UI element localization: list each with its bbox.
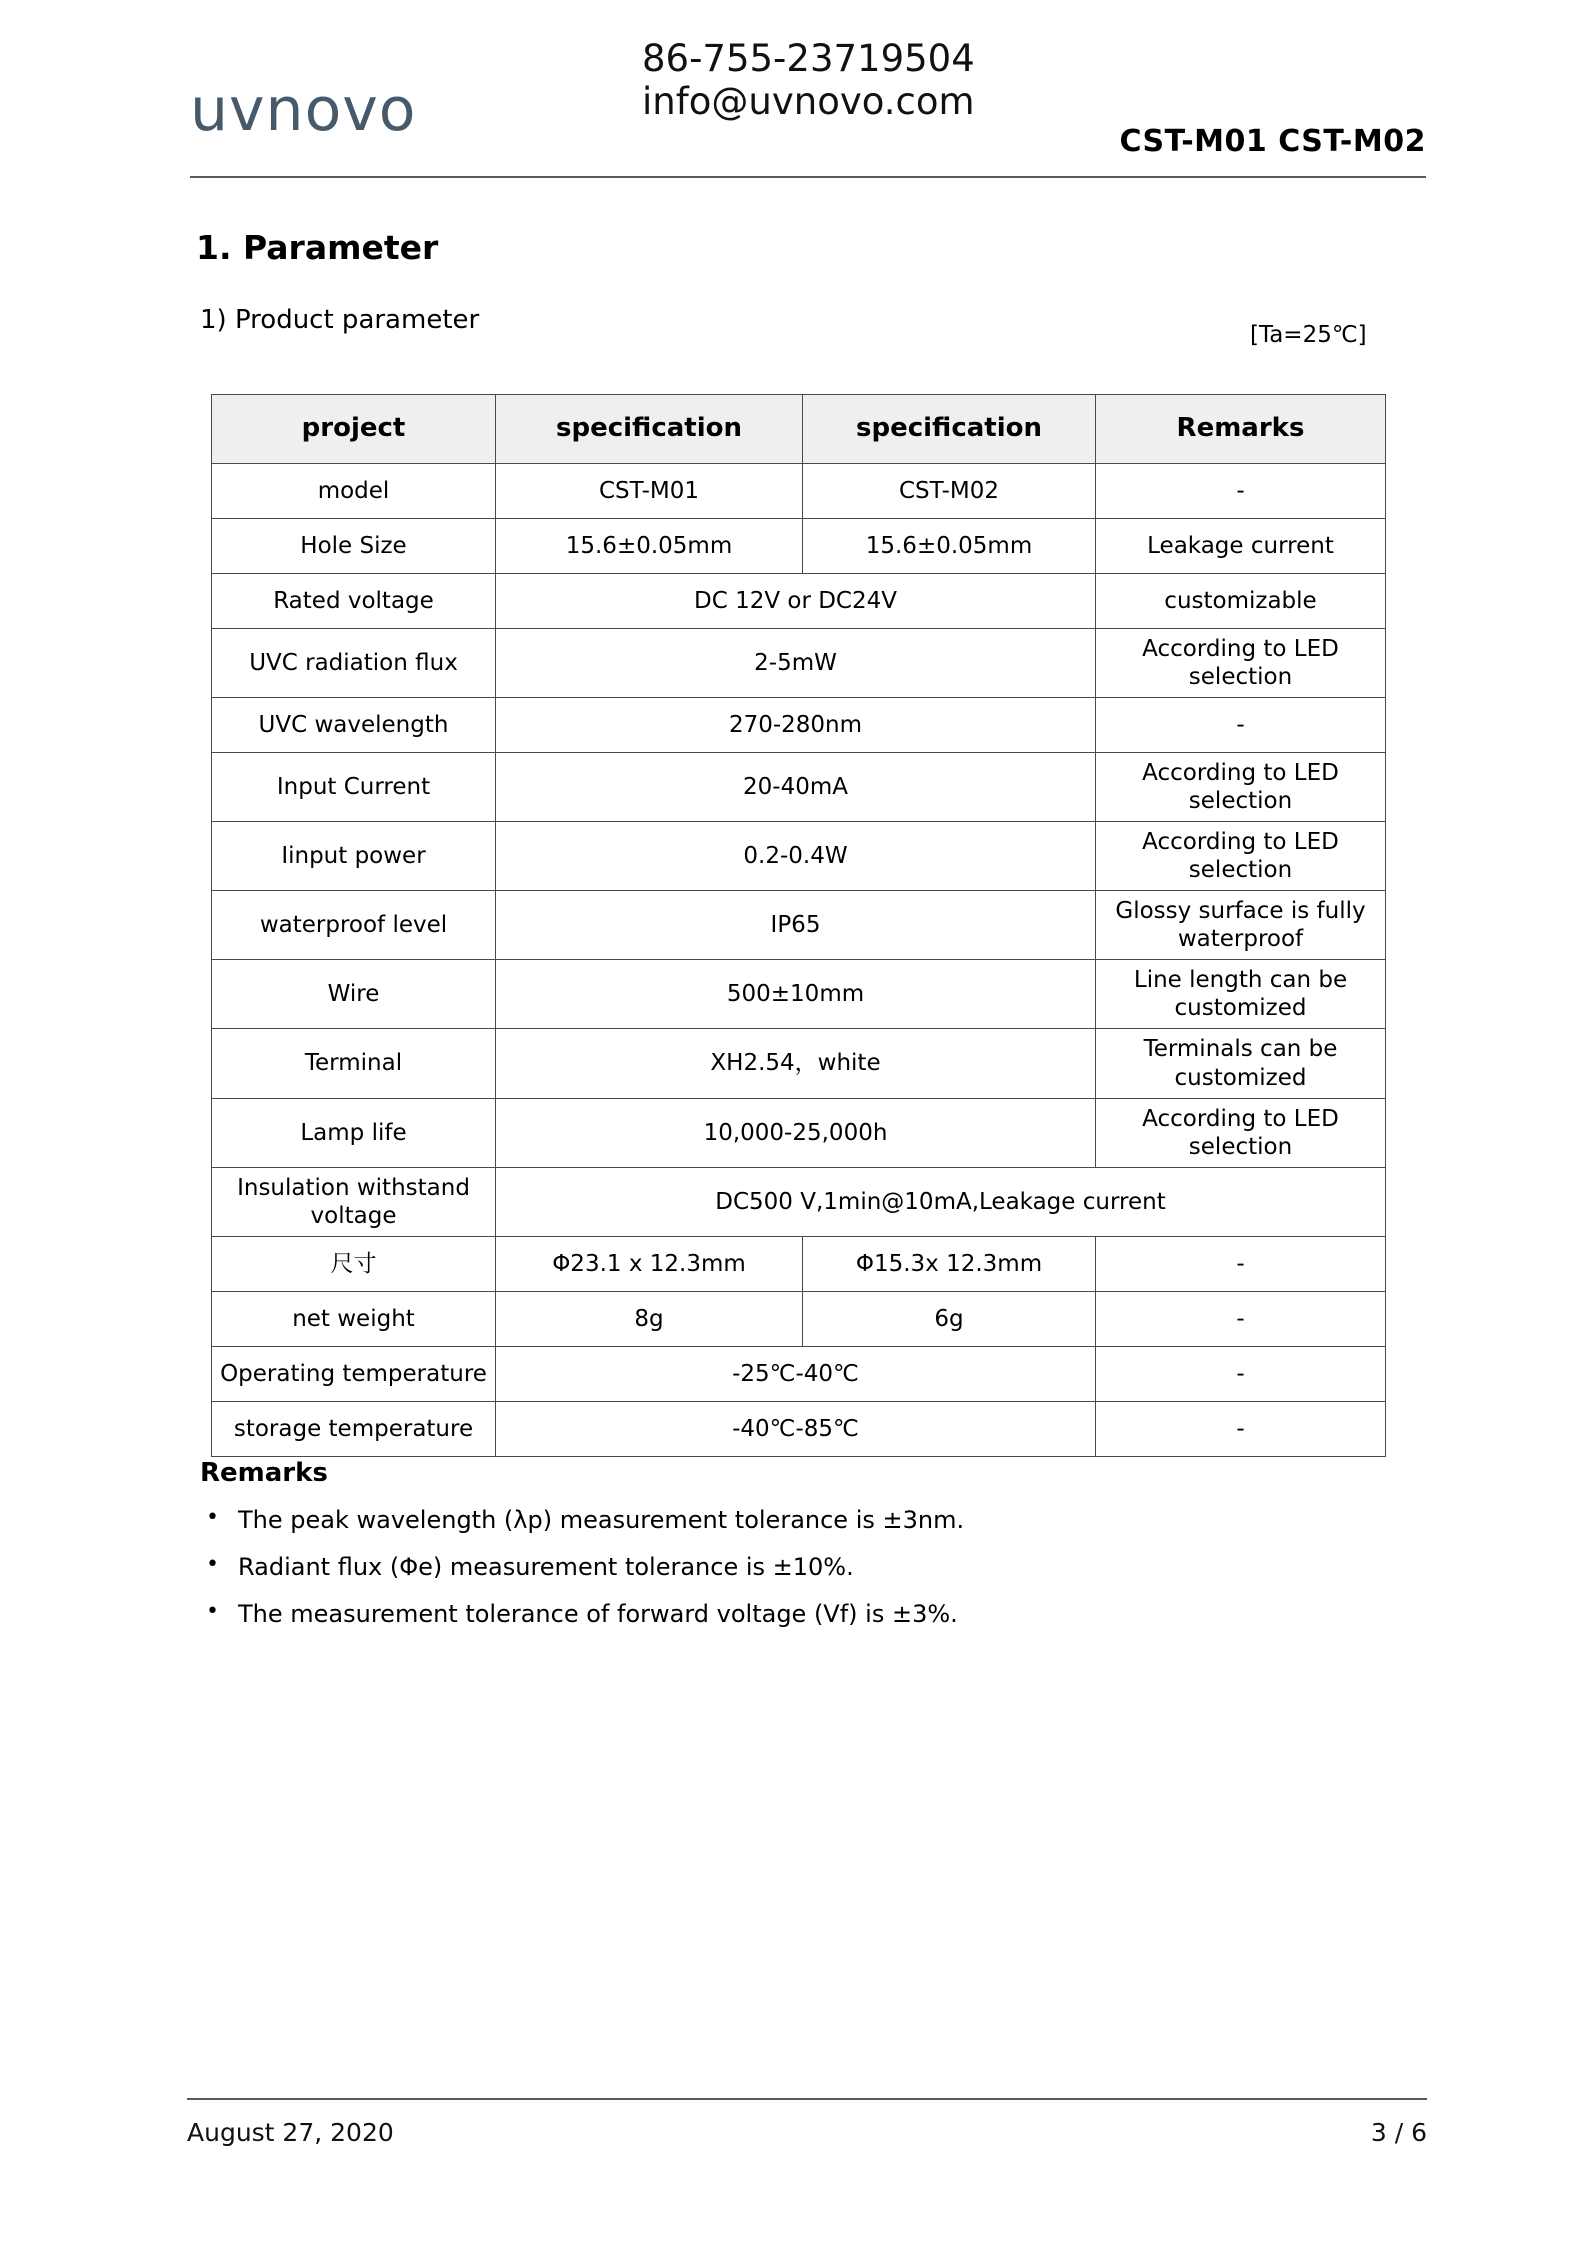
cell-specification-1: XH2.54，white — [496, 1029, 1096, 1098]
cell-specification-2: 15.6±0.05mm — [803, 519, 1096, 574]
cell-remarks: customizable — [1096, 574, 1386, 629]
table-row — [212, 822, 1386, 891]
cell-remarks: Glossy surface is fully waterproof — [1096, 891, 1386, 960]
cell-project: UVC wavelength — [212, 698, 496, 753]
document-footer — [187, 2118, 1427, 2147]
footer-date: August 27, 2020 — [187, 2118, 394, 2147]
temperature-condition-note: [Ta=25℃] — [1250, 322, 1367, 348]
cell-remarks: - — [1096, 1346, 1386, 1401]
cell-remarks: - — [1096, 1401, 1386, 1456]
cell-project: waterproof level — [212, 891, 496, 960]
cell-project: net weight — [212, 1291, 496, 1346]
table-row — [212, 574, 1386, 629]
cell-project: model — [212, 464, 496, 519]
cell-specification-1: 2-5mW — [496, 629, 1096, 698]
table-row — [212, 698, 1386, 753]
remarks-heading: Remarks — [200, 1458, 328, 1488]
footer-divider — [187, 2098, 1427, 2100]
spec-table-container — [211, 394, 1385, 1457]
cell-project: Operating temperature — [212, 1346, 496, 1401]
cell-remarks: Leakage current — [1096, 519, 1386, 574]
cell-remarks: According to LED selection — [1096, 629, 1386, 698]
cell-project: Terminal — [212, 1029, 496, 1098]
cell-specification-1: 270-280nm — [496, 698, 1096, 753]
list-item — [200, 1552, 1380, 1582]
cell-project: Hole Size — [212, 519, 496, 574]
cell-specification-1: 8g — [496, 1291, 803, 1346]
cell-specification-1: 0.2-0.4W — [496, 822, 1096, 891]
table-row — [212, 1401, 1386, 1456]
cell-project: Iinput power — [212, 822, 496, 891]
cell-remarks: - — [1096, 464, 1386, 519]
remark-text: The peak wavelength (λp) measurement tolerance is ±3nm. — [238, 1506, 965, 1534]
document-header — [190, 38, 1426, 172]
table-row — [212, 629, 1386, 698]
cell-project: Wire — [212, 960, 496, 1029]
cell-remarks: Line length can be customized — [1096, 960, 1386, 1029]
cell-specification-1: DC 12V or DC24V — [496, 574, 1096, 629]
list-item — [200, 1599, 1380, 1629]
remark-text: The measurement tolerance of forward voltage (Vf) is ±3%. — [238, 1600, 958, 1628]
header-divider — [190, 176, 1426, 178]
cell-project: UVC radiation flux — [212, 629, 496, 698]
uvnovo-logo: uvnovo — [190, 75, 417, 145]
table-row — [212, 960, 1386, 1029]
bullet-icon: • — [206, 1505, 219, 1530]
list-item — [200, 1505, 1380, 1535]
table-row — [212, 1098, 1386, 1167]
cell-project: Input Current — [212, 753, 496, 822]
cell-specification-2: Φ15.3x 12.3mm — [803, 1236, 1096, 1291]
cell-specification-2: CST-M02 — [803, 464, 1096, 519]
table-row — [212, 1291, 1386, 1346]
cell-project: storage temperature — [212, 1401, 496, 1456]
footer-page-number: 3 / 6 — [1370, 2118, 1427, 2147]
cell-remarks: - — [1096, 698, 1386, 753]
email-address: info@uvnovo.com — [642, 79, 975, 123]
bullet-icon: • — [206, 1552, 219, 1577]
cell-specification-1: -25℃-40℃ — [496, 1346, 1096, 1401]
cell-project: Insulation withstand voltage — [212, 1167, 496, 1236]
remark-text: Radiant flux (Φe) measurement tolerance is ±10%. — [238, 1553, 854, 1581]
bullet-icon: • — [206, 1599, 219, 1624]
subsection-label: 1) Product parameter — [200, 305, 480, 335]
table-row — [212, 891, 1386, 960]
cell-specification-1: CST-M01 — [496, 464, 803, 519]
column-header-specification-1: specification — [496, 395, 803, 464]
cell-specification-1: -40℃-85℃ — [496, 1401, 1096, 1456]
table-body — [212, 464, 1386, 1457]
cell-remarks: According to LED selection — [1096, 822, 1386, 891]
cell-remarks: - — [1096, 1291, 1386, 1346]
page-title: 1. Parameter — [196, 228, 439, 267]
cell-specification-1: 10,000-25,000h — [496, 1098, 1096, 1167]
cell-specification-1: Φ23.1 x 12.3mm — [496, 1236, 803, 1291]
table-row — [212, 1029, 1386, 1098]
table-row — [212, 753, 1386, 822]
table-row — [212, 464, 1386, 519]
table-row — [212, 1346, 1386, 1401]
remarks-list — [200, 1505, 1380, 1646]
model-code-header: CST-M01 CST-M02 — [1119, 124, 1426, 159]
product-parameter-table — [211, 394, 1386, 1457]
phone-number: 86-755-23719504 — [642, 37, 975, 80]
column-header-remarks: Remarks — [1096, 395, 1386, 464]
cell-remarks: According to LED selection — [1096, 1098, 1386, 1167]
cell-project: Lamp life — [212, 1098, 496, 1167]
cell-specification-1: 500±10mm — [496, 960, 1096, 1029]
table-header-row — [212, 395, 1386, 464]
contact-block — [642, 38, 975, 124]
table-row — [212, 519, 1386, 574]
cell-remarks: Terminals can be customized — [1096, 1029, 1386, 1098]
cell-remarks: According to LED selection — [1096, 753, 1386, 822]
cell-remarks: - — [1096, 1236, 1386, 1291]
cell-specification-1: 20-40mA — [496, 753, 1096, 822]
column-header-project: project — [212, 395, 496, 464]
cell-project: Rated voltage — [212, 574, 496, 629]
cell-specification-1: DC500 V,1min@10mA,Leakage current — [496, 1167, 1386, 1236]
table-row — [212, 1167, 1386, 1236]
table-row — [212, 1236, 1386, 1291]
cell-specification-1: IP65 — [496, 891, 1096, 960]
column-header-specification-2: specification — [803, 395, 1096, 464]
cell-specification-1: 15.6±0.05mm — [496, 519, 803, 574]
cell-specification-2: 6g — [803, 1291, 1096, 1346]
cell-project: 尺寸 — [212, 1236, 496, 1291]
